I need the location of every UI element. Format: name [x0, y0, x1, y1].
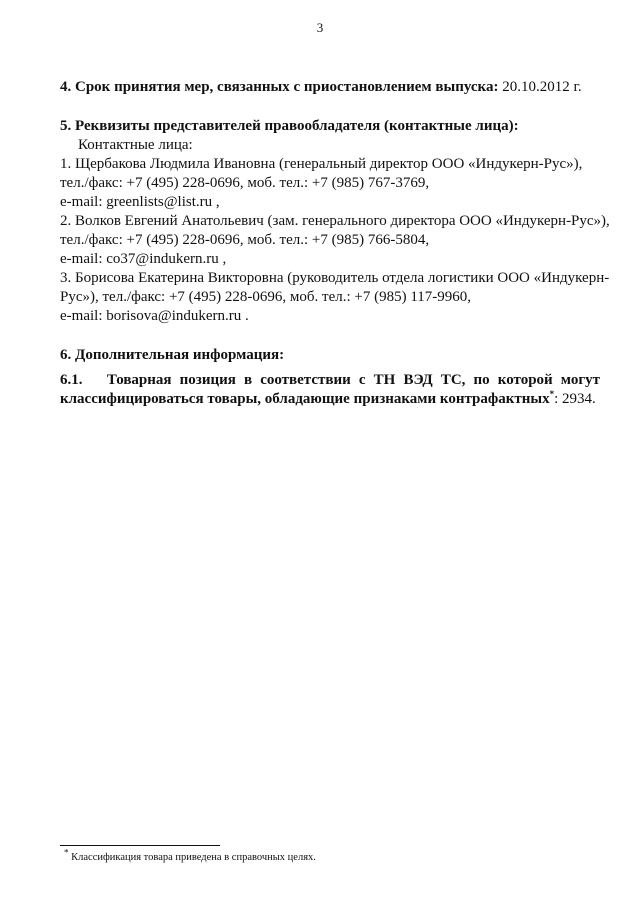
- section-4: [60, 78, 600, 97]
- section-4-heading: 4. Срок принятия мер, связанных с приостановлением выпуска:: [60, 79, 499, 95]
- contact-3-email: e-mail: borisova@indukern.ru .: [60, 308, 249, 324]
- contact-1-email: e-mail: greenlists@list.ru ,: [60, 194, 220, 210]
- contact-2-phones: тел./факс: +7 (495) 228-0696, моб. тел.: +7 (985) 766-5804,: [60, 232, 430, 248]
- item-6-1-line2: [60, 390, 600, 409]
- item-6-1-value: : 2934.: [554, 391, 596, 407]
- footnote: [64, 847, 316, 864]
- section-6-heading: 6. Дополнительная информация:: [60, 347, 285, 363]
- item-6-1-text: Товарная позиция в соответствии с ТН ВЭД ТС, по которой могут: [106, 372, 601, 388]
- contact-2-name: 2. Волков Евгений Анатольевич (зам. генерального директора ООО «Индукерн-Рус»),: [60, 213, 610, 229]
- document-body: [60, 78, 610, 415]
- item-6-1-line1: [60, 371, 600, 390]
- contact-1-phones: тел./факс: +7 (495) 228-0696, моб. тел.: +7 (985) 767-3769,: [60, 175, 430, 191]
- section-5: [60, 117, 610, 326]
- item-6-1-text-cont: классифицироваться товары, обладающие признаками контрафактных: [60, 391, 550, 407]
- section-5-heading: 5. Реквизиты представителей правообладателя (контактные лица):: [60, 118, 519, 134]
- contact-2-email: e-mail: co37@indukern.ru ,: [60, 251, 227, 267]
- footnote-text: Классификация товара приведена в справочных целях.: [68, 852, 316, 863]
- section-6: [60, 346, 600, 409]
- contact-3-phones: Рус»), тел./факс: +7 (495) 228-0696, моб. тел.: +7 (985) 117-9960,: [60, 289, 472, 305]
- footnote-marker-bottom: *: [64, 847, 69, 858]
- footnote-marker: *: [549, 389, 555, 399]
- section-4-value: 20.10.2012 г.: [498, 79, 582, 95]
- contacts-subheading: Контактные лица:: [78, 137, 193, 153]
- contact-1-name: 1. Щербакова Людмила Ивановна (генеральный директор ООО «Индукерн-Рус»),: [60, 156, 583, 172]
- footnote-divider: [60, 845, 220, 846]
- item-6-1-number: 6.1.: [60, 372, 83, 388]
- contact-3-name: 3. Борисова Екатерина Викторовна (руководитель отдела логистики ООО «Индукерн-: [60, 270, 610, 286]
- page-number: 3: [316, 20, 324, 35]
